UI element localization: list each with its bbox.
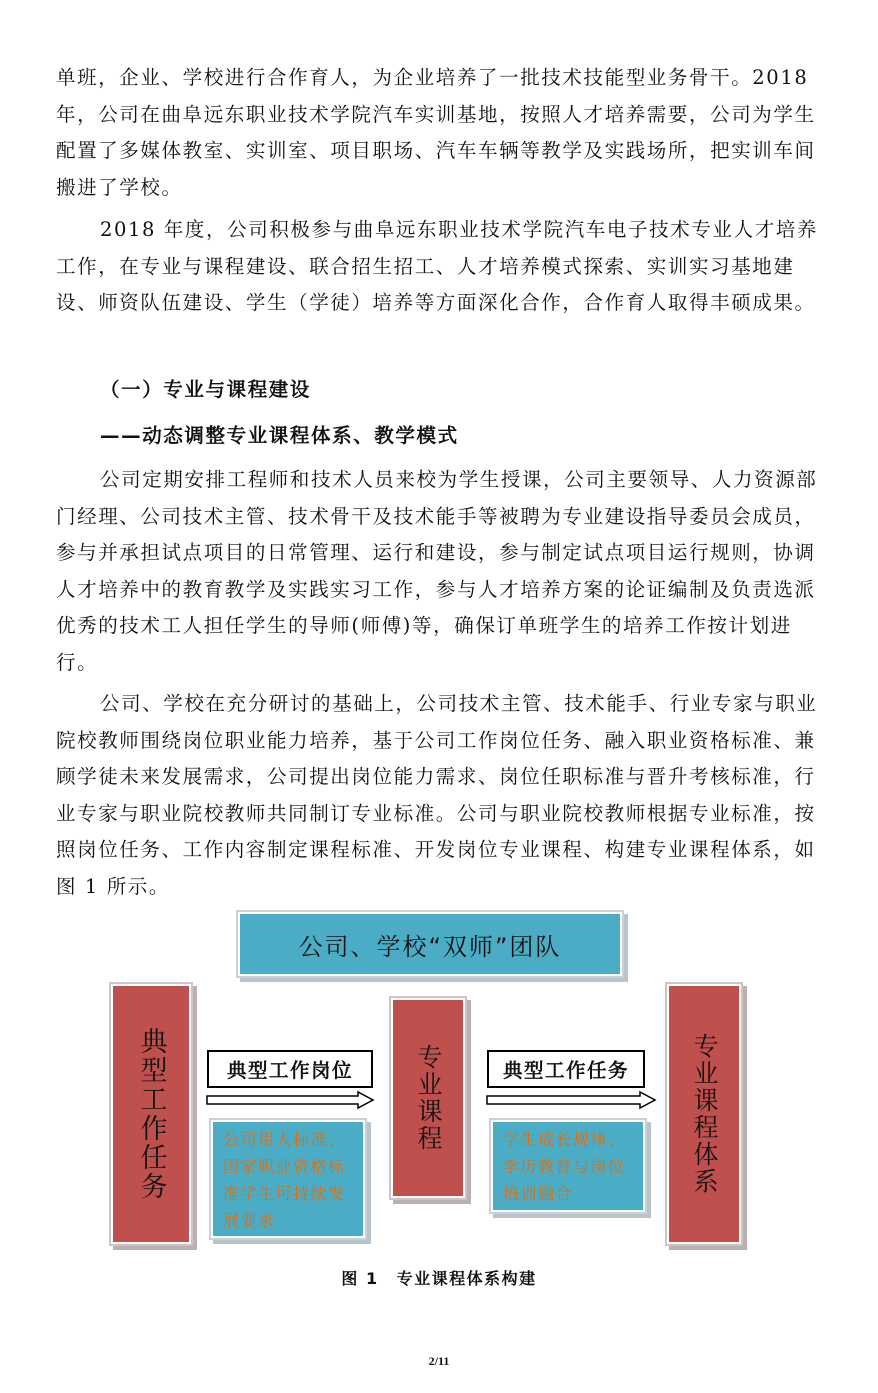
middle-column-text: 专业课程 bbox=[414, 1044, 443, 1152]
right-column-text: 专业课程体系 bbox=[690, 1033, 719, 1195]
paragraph-4: 公司、学校在充分研讨的基础上，公司技术主管、技术能手、行业专家与职业院校教师围绕岗位职业能力培养，基于公司工作岗位任务、融入职业资格标准、兼顾学徒未来发展需求，公司提出岗位能力需求、岗位任职标准与晋升考核标准，行业专家与职业院校教师共同制订专业标准。公司与职业院校教师根据专业标准，按照岗位任务、工作内容制定课程标准、开发岗位专业课程、构建专业课程体系，如图 1 所示。 bbox=[56, 692, 818, 898]
left-column-box bbox=[111, 984, 191, 1244]
right-column-box bbox=[667, 984, 741, 1244]
section-heading: （一）专业与课程建设 bbox=[100, 378, 312, 401]
arrow-right bbox=[487, 1092, 655, 1108]
caption-title: 专业课程体系构建 bbox=[396, 1269, 537, 1288]
note-left: 公司用人标准、国家职业资格标准学生可持续发展要求 bbox=[211, 1120, 365, 1238]
left-column-text: 典型工作任务 bbox=[135, 1027, 167, 1201]
paragraph-3: 公司定期安排工程师和技术人员来校为学生授课，公司主要领导、人力资源部门经理、公司技术主管、技术骨干及技术能手等被聘为专业建设指导委员会成员，参与并承担试点项目的日常管理、运行和建设，参与制定试点项目运行规则，协调人才培养中的教育教学及实践实习工作，参与人才培养方案的论证编制及负责选派优秀的技术工人担任学生的导师(师傅)等，确保订单班学生的培养工作按计划进行。 bbox=[56, 468, 818, 674]
middle-column-box bbox=[391, 998, 465, 1198]
page-number: 2/11 bbox=[428, 1354, 450, 1368]
note-right: 学生成长规律、学历教育与岗位培训融合 bbox=[491, 1120, 645, 1212]
top-banner: 公司、学校“双师”团队 bbox=[238, 912, 622, 976]
caption-number: 图 1 bbox=[341, 1269, 379, 1288]
subsection-heading: ——动态调整专业课程体系、教学模式 bbox=[100, 424, 459, 447]
figure-caption bbox=[0, 1266, 878, 1289]
label-typical-position: 典型工作岗位 bbox=[207, 1050, 373, 1088]
label-typical-task: 典型工作任务 bbox=[487, 1050, 645, 1088]
paragraph-2: 2018 年度，公司积极参与曲阜远东职业技术学院汽车电子技术专业人才培养工作，在专业与课程建设、联合招生招工、人才培养模式探索、实训实习基地建设、师资队伍建设、学生（学徒）培养等方面深化合作，合作育人取得丰硕成果。 bbox=[56, 218, 818, 314]
paragraph-1: 单班，企业、学校进行合作育人，为企业培养了一批技术技能型业务骨干。2018年，公司在曲阜远东职业技术学院汽车实训基地，按照人才培养需要，公司为学生配置了多媒体教室、实训室、项目职场、汽车车辆等教学及实践场所，把实训车间搬进了学校。 bbox=[56, 66, 816, 199]
arrow-left bbox=[207, 1092, 373, 1108]
